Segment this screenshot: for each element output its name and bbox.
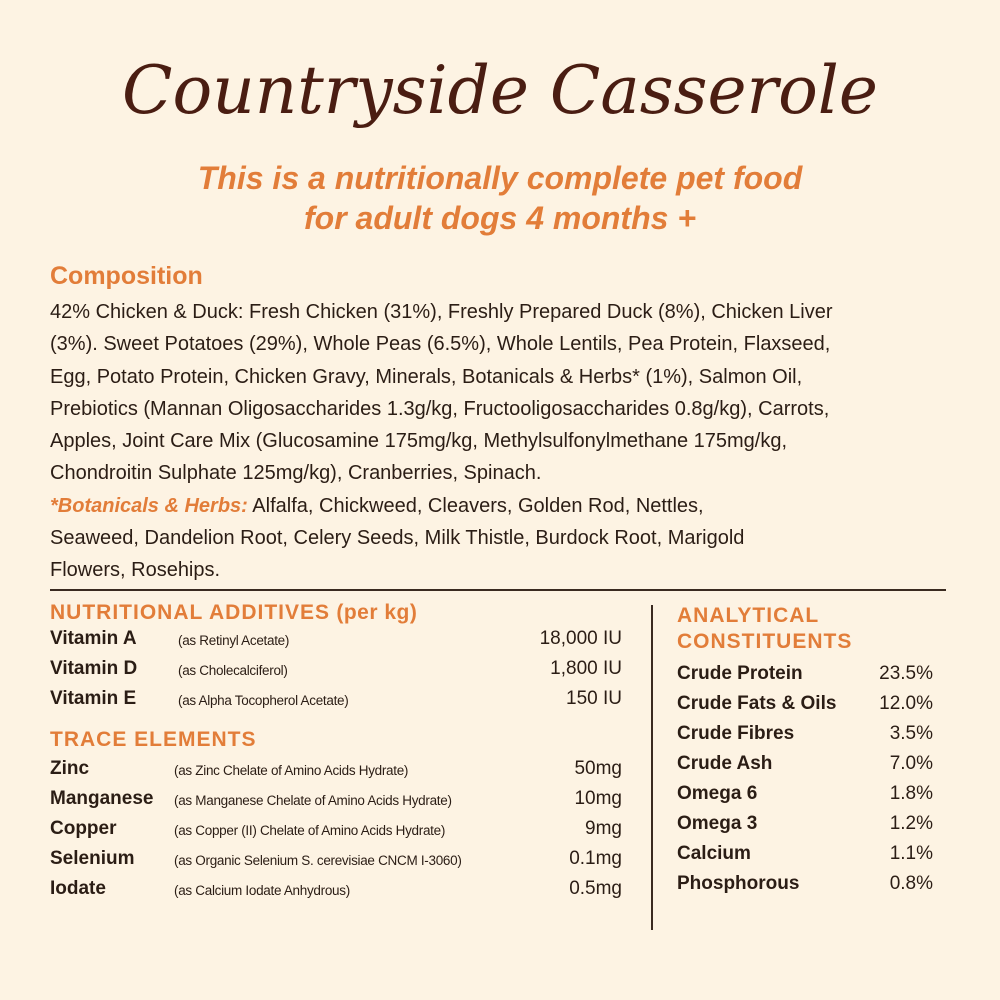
constituent-value: 1.8% — [889, 783, 933, 804]
constituent-name: Calcium — [677, 843, 751, 864]
nutritional-additives-title: NUTRITIONAL ADDITIVES — [50, 601, 331, 624]
constituent-value: 23.5% — [879, 663, 933, 684]
element-description: (as Copper (II) Chelate of Amino Acids Hydrate) — [174, 823, 446, 838]
analytical-heading-line-2: CONSTITUENTS — [677, 630, 853, 653]
vitamin-row — [50, 628, 622, 656]
constituent-row — [677, 843, 933, 871]
composition-line: Chondroitin Sulphate 125mg/kg), Cranberries, Spinach. — [50, 462, 542, 485]
botanicals-line: Flowers, Rosehips. — [50, 559, 221, 582]
constituent-value: 1.1% — [889, 843, 933, 864]
element-description: (as Calcium Iodate Anhydrous) — [174, 883, 350, 898]
trace-element-row — [50, 848, 622, 876]
botanicals-line: Seaweed, Dandelion Root, Celery Seeds, Milk Thistle, Burdock Root, Marigold — [50, 527, 745, 550]
nutrient-name: Vitamin D — [50, 658, 138, 679]
constituent-row — [677, 783, 933, 811]
nutrient-description: (as Cholecalciferol) — [178, 663, 288, 678]
constituent-row — [677, 723, 933, 751]
composition-heading: Composition — [50, 262, 203, 290]
element-value: 10mg — [574, 788, 622, 809]
constituent-name: Crude Protein — [677, 663, 803, 684]
botanicals-line — [50, 490, 950, 522]
constituent-row — [677, 663, 933, 691]
botanicals-text: Alfalfa, Chickweed, Cleavers, Golden Rod, Nettles, — [247, 494, 704, 517]
trace-element-row — [50, 788, 622, 816]
product-subtitle — [0, 158, 1000, 238]
constituent-value: 3.5% — [889, 723, 933, 744]
trace-element-row — [50, 818, 622, 846]
page-title: Countryside Casserole — [122, 52, 878, 129]
subtitle-line-2: for adult dogs 4 months + — [303, 200, 696, 236]
nutrient-name: Vitamin A — [50, 628, 137, 649]
vitamin-row — [50, 658, 622, 686]
per-kg-label: (per kg) — [330, 601, 418, 624]
horizontal-divider — [50, 589, 946, 591]
nutritional-additives-heading — [50, 601, 417, 625]
subtitle-line-1: This is a nutritionally complete pet food — [197, 160, 803, 196]
trace-element-row — [50, 878, 622, 906]
element-name: Manganese — [50, 788, 154, 809]
nutrient-value: 1,800 IU — [550, 658, 622, 679]
element-value: 0.1mg — [569, 848, 622, 869]
composition-line: (3%). Sweet Potatoes (29%), Whole Peas (6.5%), Whole Lentils, Pea Protein, Flaxseed, — [50, 333, 831, 356]
element-name: Selenium — [50, 848, 135, 869]
trace-elements-heading: TRACE ELEMENTS — [50, 728, 257, 751]
composition-line: Egg, Potato Protein, Chicken Gravy, Minerals, Botanicals & Herbs* (1%), Salmon Oil, — [50, 365, 803, 388]
constituent-row — [677, 753, 933, 781]
composition-line: 42% Chicken & Duck: Fresh Chicken (31%), Freshly Prepared Duck (8%), Chicken Liver — [50, 301, 833, 323]
constituent-name: Crude Ash — [677, 753, 773, 774]
element-name: Iodate — [50, 878, 106, 899]
nutrient-description: (as Retinyl Acetate) — [178, 633, 290, 648]
vitamin-row — [50, 688, 622, 716]
constituent-name: Omega 3 — [677, 813, 758, 834]
constituent-value: 1.2% — [889, 813, 933, 834]
constituent-name: Omega 6 — [677, 783, 758, 804]
element-description: (as Manganese Chelate of Amino Acids Hydrate) — [174, 793, 452, 808]
constituent-row — [677, 873, 933, 901]
element-description: (as Organic Selenium S. cerevisiae CNCM I-3060) — [174, 853, 462, 868]
element-name: Zinc — [50, 758, 90, 779]
element-value: 50mg — [574, 758, 622, 779]
element-value: 9mg — [585, 818, 622, 839]
constituent-value: 12.0% — [879, 693, 933, 714]
constituent-name: Phosphorous — [677, 873, 800, 894]
constituent-row — [677, 693, 933, 721]
composition-text — [50, 296, 950, 587]
composition-line: Apples, Joint Care Mix (Glucosamine 175mg/kg, Methylsulfonylmethane 175mg/kg, — [50, 430, 788, 453]
nutrient-name: Vitamin E — [50, 688, 137, 709]
constituent-name: Crude Fibres — [677, 723, 795, 744]
composition-line: Prebiotics (Mannan Oligosaccharides 1.3g/kg, Fructooligosaccharides 0.8g/kg), Carrots, — [50, 397, 830, 420]
analytical-constituents-heading — [677, 603, 937, 655]
nutrient-description: (as Alpha Tocopherol Acetate) — [178, 693, 349, 708]
element-name: Copper — [50, 818, 117, 839]
botanicals-label: *Botanicals & Herbs: — [50, 494, 248, 517]
vertical-divider — [651, 605, 653, 930]
element-value: 0.5mg — [569, 878, 622, 899]
constituent-value: 0.8% — [889, 873, 933, 894]
trace-element-row — [50, 758, 622, 786]
constituent-row — [677, 813, 933, 841]
nutrient-value: 150 IU — [566, 688, 622, 709]
element-description: (as Zinc Chelate of Amino Acids Hydrate) — [174, 763, 409, 778]
constituent-name: Crude Fats & Oils — [677, 693, 837, 714]
analytical-heading-line-1: ANALYTICAL — [677, 604, 820, 627]
nutrient-value: 18,000 IU — [539, 628, 622, 649]
constituent-value: 7.0% — [889, 753, 933, 774]
